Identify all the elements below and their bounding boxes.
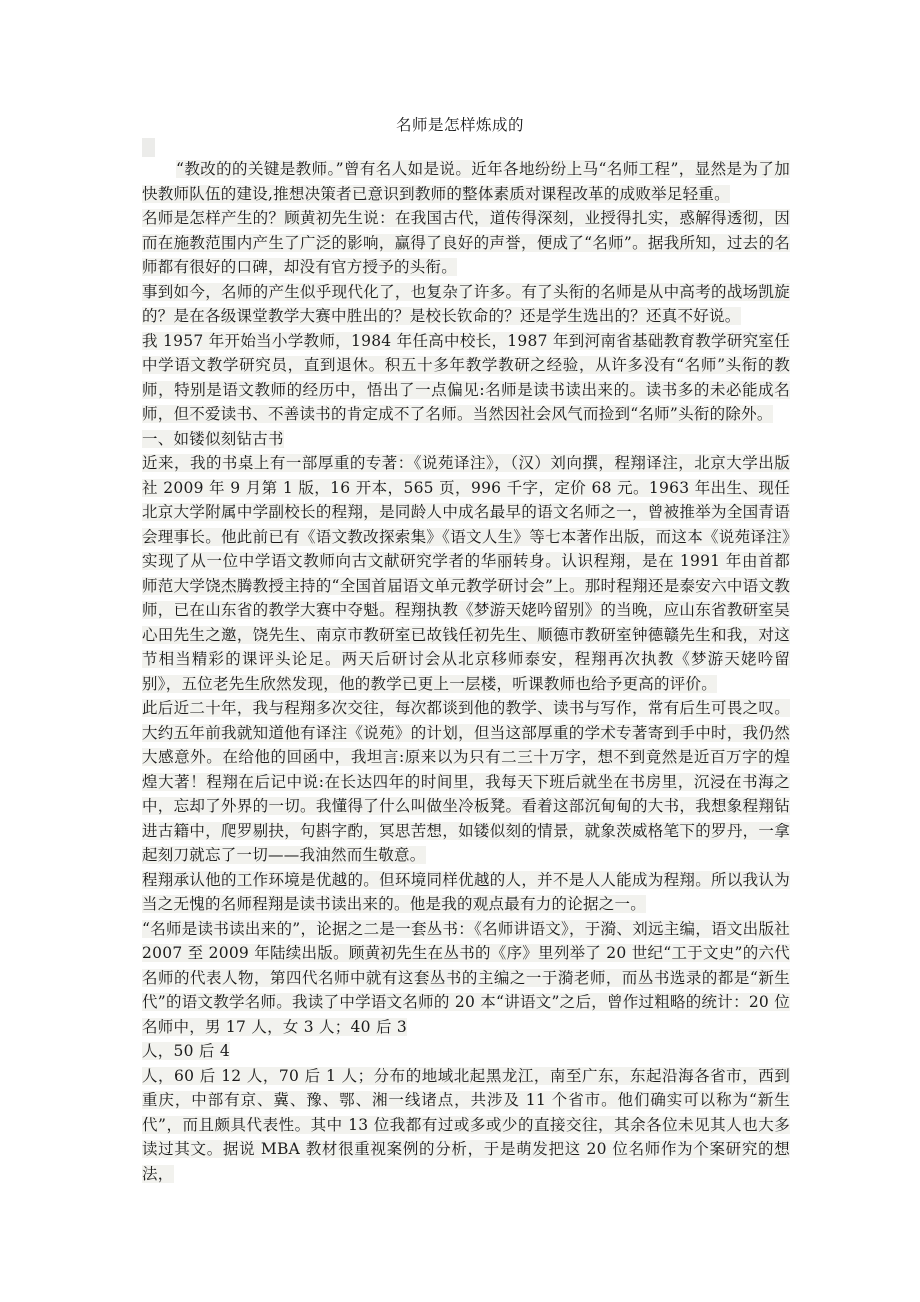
shaded-marker: [142, 138, 155, 157]
document-title: 名师是怎样炼成的: [395, 116, 524, 134]
paragraph-book-series: [142, 917, 790, 1040]
paragraph-text: 人，60 后 12 人，70 后 1 人；分布的地域北起黑龙江，南至广东，东起沿海各省市，西到重庆，中部有京、冀、豫、鄂、湘一线诸点，共涉及 11 个省市。他们确实可以称为“新生代”，而且颇具代表性。其中 13 位我都有过或多或少的直接交往，其余各位未见其人也大多读过其文。据说 MBA 教材很重视案例的分析，于是萌发把这 20 位名师作为个案研究的想法，: [142, 1066, 790, 1183]
section-heading-text: 一、如镂似刻钻古书: [142, 429, 284, 448]
paragraph-statistics-fragment: [142, 1039, 790, 1064]
paragraph-modern-titles: [142, 280, 790, 329]
paragraph-text: “名师是读书读出来的”，论据之二是一套丛书：《名师讲语文》，于漪、刘远主编，语文出版社 2007 至 2009 年陆续出版。顾黄初先生在丛书的《序》里列举了 20 世纪“工于文史”的六代名师的代表人物，第四代名师中就有这套丛书的主编之一于漪老师，而丛书选录的都是“新生代”的语文教学名师。我读了中学语文名师的 20 本“讲语文”之后，曾作过粗略的统计：20 位名师中，男 17 人，女 3 人；40 后 3: [142, 919, 790, 1036]
paragraph-twenty-years: [142, 696, 790, 868]
section-heading: [142, 427, 790, 452]
document-body: [142, 157, 790, 1186]
paragraph-text: 程翔承认他的工作环境是优越的。但环境同样优越的人，并不是人人能成为程翔。所以我认为当之无愧的名师程翔是读书读出来的。他是我的观点最有力的论据之一。: [142, 870, 790, 913]
paragraph-text: 此后近二十年，我与程翔多次交往，每次都谈到他的教学、读书与写作，常有后生可畏之叹。大约五年前我就知道他有译注《说苑》的计划，但当这部厚重的学术专著寄到手中时，我仍然大感意外。在给他的回函中，我坦言:原来以为只有二三十万字，想不到竟然是近百万字的煌煌大著！程翔在后记中说:在长达四年的时间里，我每天下班后就坐在书房里，沉浸在书海之中，忘却了外界的一切。我懂得了什么叫做坐冷板凳。看着这部沉甸甸的大书，我想象程翔钻进古籍中，爬罗剔抉，句斟字酌，冥思苦想，如镂似刻的情景，就象茨威格笔下的罗丹，一拿起刻刀就忘了一切——我油然而生敬意。: [142, 699, 790, 864]
paragraph-text: 我 1957 年开始当小学教师，1984 年任高中校长，1987 年到河南省基础教育教学研究室任中学语文教学研究员，直到退休。积五十多年教学教研之经验，从许多没有“名师”头衔的教师，特别是语文教师的经历中，悟出了一点偏见:名师是读书读出来的。读书多的未必能成名师，但不爱读书、不善读书的肯定成不了名师。当然因社会风气而捡到“名师”头衔的除外。: [142, 331, 790, 423]
paragraph-text: 近来，我的书桌上有一部厚重的专著：《说苑译注》，（汉）刘向撰，程翔译注，北京大学出版社 2009 年 9 月第 1 版，16 开本，565 页，996 千字，定价 68 元。1963 年出生、现任北京大学附属中学副校长的程翔，是同龄人中成名最早的语文名师之一，曾被推举为全国青语会理事长。他此前已有《语文教改探索集》《语文人生》等七本著作出版，而这本《说苑译注》实现了从一位中学语文教师向古文献研究学者的华丽转身。认识程翔，是在 1991 年由首都师范大学饶杰腾教授主持的“全国首届语文单元教学研讨会”上。那时程翔还是泰安六中语文教师，已在山东省的教学大赛中夺魁。程翔执教《梦游天姥吟留别》的当晚，应山东省教研室吴心田先生之邀，饶先生、南京市教研室已故钱任初先生、顺德市教研室钟德赣先生和我，对这节相当精彩的课评头论足。两天后研讨会从北京移师泰安，程翔再次执教《梦游天姥吟留别》，五位老先生欣然发现，他的教学已更上一层楼，听课教师也给予更高的评价。: [142, 454, 790, 693]
paragraph-text: 名师是怎样产生的？顾黄初先生说：在我国古代，道传得深刻，业授得扎实，惑解得透彻，因而在施教范围内产生了广泛的影响，赢得了良好的声誉，便成了“名师”。据我所知，过去的名师都有很好的口碑，却没有官方授予的头衔。: [142, 209, 790, 276]
paragraph-environment: [142, 868, 790, 917]
paragraph-statistics-continued: [142, 1064, 790, 1187]
paragraph-text: 事到如今，名师的产生似乎现代化了，也复杂了许多。有了头衔的名师是从中高考的战场凯旋的？是在各级课堂教学大赛中胜出的？是校长钦命的？还是学生选出的？还真不好说。: [142, 282, 790, 325]
paragraph-text: 人，50 后 4: [142, 1042, 230, 1060]
paragraph-author-experience: [142, 329, 790, 427]
paragraph-cheng-xiang-book: [142, 451, 790, 696]
paragraph-text: “教改的的关键是教师。”曾有名人如是说。近年各地纷纷上马“名师工程”，显然是为了加快教师队伍的建设,推想决策者已意识到教师的整体素质对课程改革的成败举足轻重。: [142, 160, 790, 203]
paragraph-intro: [142, 157, 790, 206]
paragraph-famous-teacher-origin: [142, 206, 790, 280]
